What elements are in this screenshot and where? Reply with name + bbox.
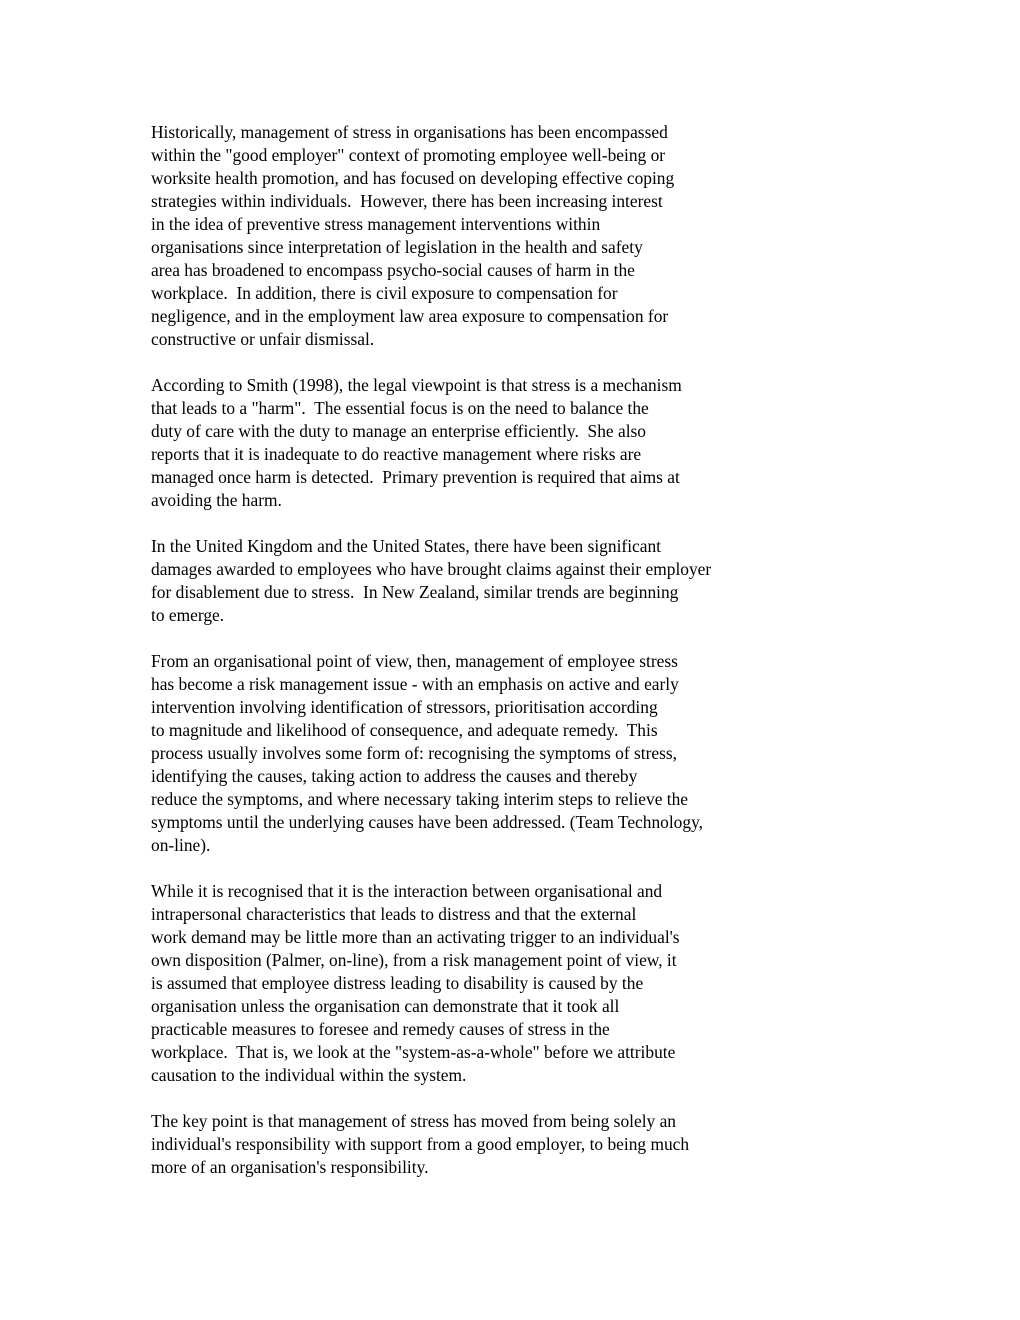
text-line: has become a risk management issue - with an emphasis on active and early (151, 674, 679, 694)
text-line: process usually involves some form of: recognising the symptoms of stress, (151, 743, 677, 763)
text-line: practicable measures to foresee and remedy causes of stress in the (151, 1019, 610, 1039)
text-line: constructive or unfair dismissal. (151, 329, 375, 349)
text-line: According to Smith (1998), the legal viewpoint is that stress is a mechanism (151, 375, 682, 395)
document-page (151, 121, 1011, 1202)
text-line: strategies within individuals. However, there has been increasing interest (151, 191, 663, 211)
text-line: workplace. That is, we look at the "system-as-a-whole" before we attribute (151, 1042, 676, 1062)
text-line: to magnitude and likelihood of consequence, and adequate remedy. This (151, 720, 658, 740)
text-line: reports that it is inadequate to do reactive management where risks are (151, 444, 642, 464)
text-line: intrapersonal characteristics that leads to distress and that the external (151, 904, 637, 924)
text-line: organisations since interpretation of legislation in the health and safety (151, 237, 643, 257)
text-line: individual's responsibility with support from a good employer, to being much (151, 1134, 690, 1154)
text-line: In the United Kingdom and the United States, there have been significant (151, 536, 661, 556)
text-line: managed once harm is detected. Primary prevention is required that aims at (151, 467, 680, 487)
text-line: in the idea of preventive stress management interventions within (151, 214, 601, 234)
text-line: While it is recognised that it is the interaction between organisational and (151, 881, 663, 901)
text-line: identifying the causes, taking action to address the causes and thereby (151, 766, 638, 786)
text-line: symptoms until the underlying causes have been addressed. (Team Technology, (151, 812, 703, 832)
text-line: on-line). (151, 835, 211, 855)
text-line: Historically, management of stress in organisations has been encompassed (151, 122, 668, 142)
text-line: work demand may be little more than an activating trigger to an individual's (151, 927, 680, 947)
text-line: that leads to a "harm". The essential focus is on the need to balance the (151, 398, 649, 418)
text-line: worksite health promotion, and has focused on developing effective coping (151, 168, 675, 188)
text-line: to emerge. (151, 605, 225, 625)
text-line: The key point is that management of stress has moved from being solely an (151, 1111, 676, 1131)
text-line: reduce the symptoms, and where necessary taking interim steps to relieve the (151, 789, 689, 809)
text-line: negligence, and in the employment law area exposure to compensation for (151, 306, 669, 326)
text-line: From an organisational point of view, then, management of employee stress (151, 651, 678, 671)
paragraph-key-point (151, 1110, 1011, 1179)
paragraph-risk-management (151, 650, 1011, 857)
text-line: avoiding the harm. (151, 490, 282, 510)
text-line: causation to the individual within the system. (151, 1065, 467, 1085)
text-line: within the "good employer" context of promoting employee well-being or (151, 145, 666, 165)
paragraph-interaction (151, 880, 1011, 1087)
text-line: damages awarded to employees who have brought claims against their employer (151, 559, 712, 579)
text-line: own disposition (Palmer, on-line), from a risk management point of view, it (151, 950, 677, 970)
text-line: workplace. In addition, there is civil exposure to compensation for (151, 283, 618, 303)
text-line: organisation unless the organisation can demonstrate that it took all (151, 996, 620, 1016)
text-line: for disablement due to stress. In New Zealand, similar trends are beginning (151, 582, 679, 602)
paragraph-legal-viewpoint (151, 374, 1011, 512)
paragraph-damages (151, 535, 1011, 627)
text-line: area has broadened to encompass psycho-social causes of harm in the (151, 260, 635, 280)
text-line: duty of care with the duty to manage an enterprise efficiently. She also (151, 421, 646, 441)
paragraph-history (151, 121, 1011, 351)
text-line: is assumed that employee distress leading to disability is caused by the (151, 973, 644, 993)
text-line: more of an organisation's responsibility. (151, 1157, 429, 1177)
text-line: intervention involving identification of stressors, prioritisation according (151, 697, 658, 717)
